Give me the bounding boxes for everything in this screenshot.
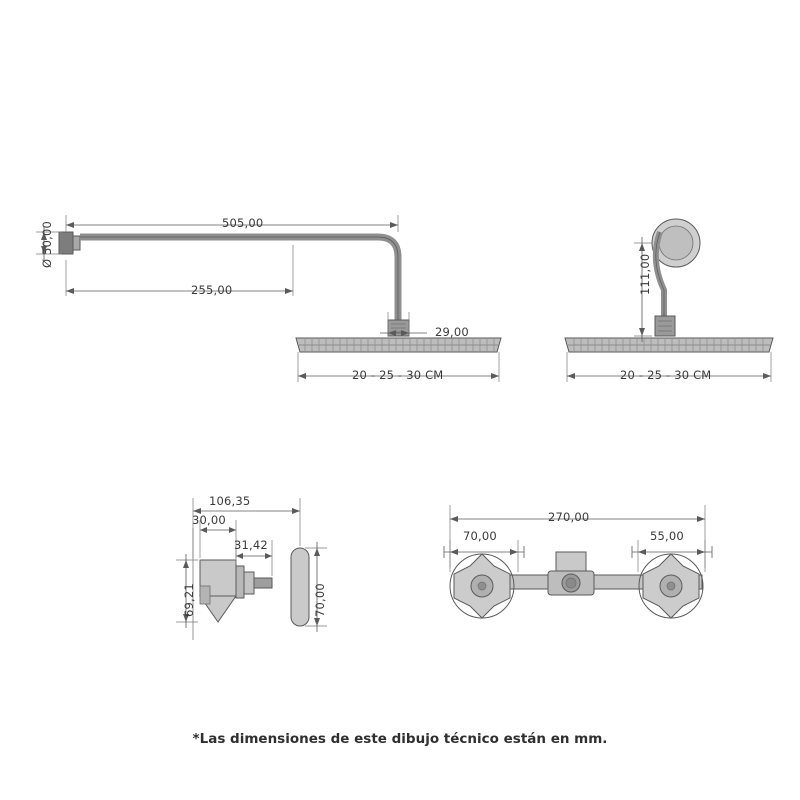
side-view-shower-arm	[36, 215, 501, 382]
cross-handle-right	[639, 554, 703, 618]
mixer-collar	[236, 566, 244, 598]
dim-label-left-spacing: 70,00	[463, 529, 497, 543]
dim-label-arm-drop-height: 111,00	[638, 253, 652, 295]
dim-label-right-spacing: 55,00	[650, 529, 684, 543]
dim-label-arm-midspan: 255,00	[191, 283, 233, 297]
dim-label-body-depth: 30,00	[192, 513, 226, 527]
dim-label-arm-length: 505,00	[222, 216, 264, 230]
mixer-inlet	[200, 586, 210, 604]
dim-label-body-height: 69,21	[182, 583, 196, 617]
mixer-diverter-center	[566, 578, 576, 588]
mixer-handle-side	[291, 548, 309, 626]
dim-label-wall-flange-diameter: Ø 50,00	[40, 220, 54, 268]
dim-label-head-size-options-side: 20 - 25 - 30 CM	[352, 368, 444, 382]
dim-label-head-size-options-front: 20 - 25 - 30 CM	[620, 368, 712, 382]
dim-label-total-projection: 106,35	[209, 494, 251, 508]
wall-flange	[59, 232, 73, 254]
dim-label-head-thickness: 29,00	[435, 325, 469, 339]
dim-label-overall-width: 270,00	[548, 510, 590, 524]
shower-arm-centerline-outline	[80, 237, 398, 322]
wall-flange-inner	[659, 226, 693, 260]
dim-label-handle-height: 70,00	[313, 583, 327, 617]
mixer-spout	[254, 578, 272, 588]
dim-label-spout-projection: 31,42	[234, 538, 268, 552]
cross-handle-left	[450, 554, 514, 618]
units-footnote: *Las dimensiones de este dibujo técnico están en mm.	[192, 731, 608, 747]
arm-nut	[73, 236, 80, 250]
mixer-neck	[244, 572, 254, 594]
shower-arm-tube	[80, 237, 398, 322]
front-view-shower-head	[565, 219, 773, 382]
